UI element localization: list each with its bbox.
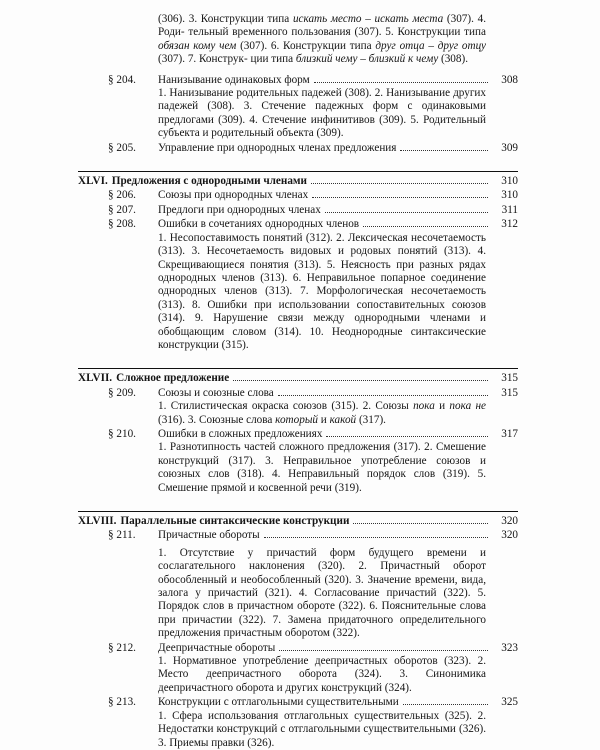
section-number: § 205. — [108, 141, 136, 154]
chapter-title: Параллельные синтаксические конструкции — [120, 515, 350, 527]
section-number: § 209. — [108, 386, 136, 399]
section-title: Союзы и союзные слова — [158, 386, 274, 399]
dot-leader — [353, 514, 488, 524]
section-title: Нанизывание одинаковых форм — [158, 73, 310, 86]
section-title: Ошибки в сложных предложениях — [158, 427, 323, 440]
page-number: 309 — [501, 141, 518, 154]
toc-entry-208[interactable] — [108, 217, 518, 231]
dot-leader — [311, 174, 488, 184]
dot-leader — [278, 386, 488, 396]
dot-leader — [264, 528, 488, 538]
chapter-heading-xlviii[interactable] — [78, 511, 518, 528]
continued-subsection-text: (306). 3. Конструкции типа искать место – искать места (307). 4. Роди- тельный временного пользования (307). 5. Конструкции типа обязан кому чем (307). 6. Конструкции типа друг отца – друг отцу (307). 7. Конструк- ции типа близкий чему – близкий к чему (308). — [158, 13, 487, 66]
section-title: Ошибки в сочетаниях однородных членов — [158, 218, 360, 231]
page-number: 308 — [501, 73, 518, 86]
page-number: 315 — [501, 372, 518, 385]
page-number: 320 — [501, 515, 518, 527]
dot-leader — [326, 427, 488, 437]
toc-entry-206[interactable] — [108, 188, 518, 202]
toc-entry-212[interactable] — [108, 641, 518, 655]
chapter-number: XLVII. — [78, 372, 113, 385]
section-title: Причастные обороты — [158, 529, 260, 542]
dot-leader — [325, 203, 488, 213]
section-number: § 204. — [108, 73, 136, 86]
subsection-list-204: 1. Нанизывание родительных падежей (308). 2. Нанизывание других падежей (308). 3. Стечение падежных форм с одинаковыми предлогами (309). 4. Стечение инфинитивов (309). 5. Родительный субъекта и родительный объекта (309). — [158, 87, 486, 140]
section-number: § 210. — [108, 427, 136, 440]
dot-leader — [363, 217, 488, 227]
chapter-heading-xlvi[interactable] — [78, 171, 518, 188]
subsection-list-210: 1. Разнотипность частей сложного предложения (317). 2. Смешение конструкций (317). 3. Неправильное употребление союзов и союзных слов (318). 4. Неправильный порядок слов (319). 5. Смешение прямой и косвенной речи (319). — [158, 441, 486, 494]
page-number: 310 — [501, 175, 518, 188]
page-number: 312 — [501, 218, 518, 231]
section-number: § 213. — [108, 696, 136, 709]
dot-leader — [400, 141, 488, 151]
section-number: § 212. — [108, 641, 136, 654]
section-number: § 208. — [108, 218, 136, 231]
page-number: 323 — [501, 641, 518, 654]
dot-leader — [279, 641, 488, 651]
toc-entry-209[interactable] — [108, 386, 518, 400]
section-title: Деепричастные обороты — [158, 641, 276, 654]
table-of-contents — [78, 13, 518, 750]
toc-entry-213[interactable] — [108, 695, 518, 709]
section-title: Управление при однородных членах предложения — [158, 141, 397, 154]
section-number: § 206. — [108, 189, 136, 202]
subsection-list-212: 1. Нормативное употребление деепричастных оборотов (323). 2. Место деепричастного оборота (324). 3. Синонимика деепричастного оборота и других конструкций (324). — [158, 655, 486, 694]
page-number: 320 — [501, 529, 518, 542]
page-number: 311 — [501, 203, 518, 216]
chapter-title: Сложное предложение — [116, 372, 230, 385]
chapter-number: XLVI. — [78, 175, 108, 188]
dot-leader — [312, 188, 488, 198]
toc-entry-207[interactable] — [108, 203, 518, 217]
dot-leader — [314, 73, 488, 83]
page-number: 315 — [501, 386, 518, 399]
toc-entry-210[interactable] — [108, 427, 518, 441]
page-number: 325 — [501, 696, 518, 709]
page-number: 310 — [501, 189, 518, 202]
toc-entry-204[interactable] — [108, 73, 518, 87]
section-title: Союзы при однородных членах — [158, 189, 309, 202]
section-title: Предлоги при однородных членах — [158, 203, 321, 216]
section-number: § 207. — [108, 203, 136, 216]
section-number: § 211. — [108, 529, 136, 542]
subsection-list-208: 1. Несопоставимость понятий (312). 2. Лексическая несочетаемость (313). 3. Несочетаемость видовых и родовых понятий (313). 4. Скрещивающиеся понятия (313). 5. Неясность при разных рядах однородных членов (313). 6. Неправильное попарное соединение однородных членов (313). 7. Морфологическая несочетаемость (313). 8. Ошибки при использовании сопоставительных союзов (314). 9. Нарушение связи между однородными членами и обобщающим словом (314). 10. Неоднородные синтаксические конструкции (315). — [158, 231, 486, 351]
dot-leader — [403, 695, 488, 705]
chapter-heading-xlvii[interactable] — [78, 368, 518, 385]
page-number: 317 — [501, 427, 518, 440]
chapter-number: XLVIII. — [78, 515, 117, 527]
toc-entry-211[interactable] — [108, 528, 518, 542]
subsection-list-211: 1. Отсутствие у причастий форм будущего времени и сослагательного наклонения (320). 2. Причастный оборот обособленный и необособленный (320). 3. Значение времени, вида, залога у причастий (321). 4. Согласование причастий (322). 5. Порядок слов в причастном обороте (322). 6. Пояснительные слова при причастии (322). 7. Замена придаточного определительного предложения причастным оборотом (322). — [158, 546, 486, 640]
subsection-list-213: 1. Сфера использования отглагольных существительных (325). 2. Недостатки конструкций с отглагольными существительными (326). 3. Приемы правки (326). — [158, 709, 486, 749]
chapter-title: Предложения с однородными членами — [111, 175, 307, 188]
section-title: Конструкции с отглагольными существительными — [158, 696, 399, 709]
toc-entry-205[interactable] — [108, 141, 518, 155]
subsection-list-209: 1. Стилистическая окраска союзов (315). 2. Союзы пока и пока не (316). 3. Союзные слова который и какой (317). — [158, 400, 486, 426]
dot-leader — [233, 371, 488, 381]
